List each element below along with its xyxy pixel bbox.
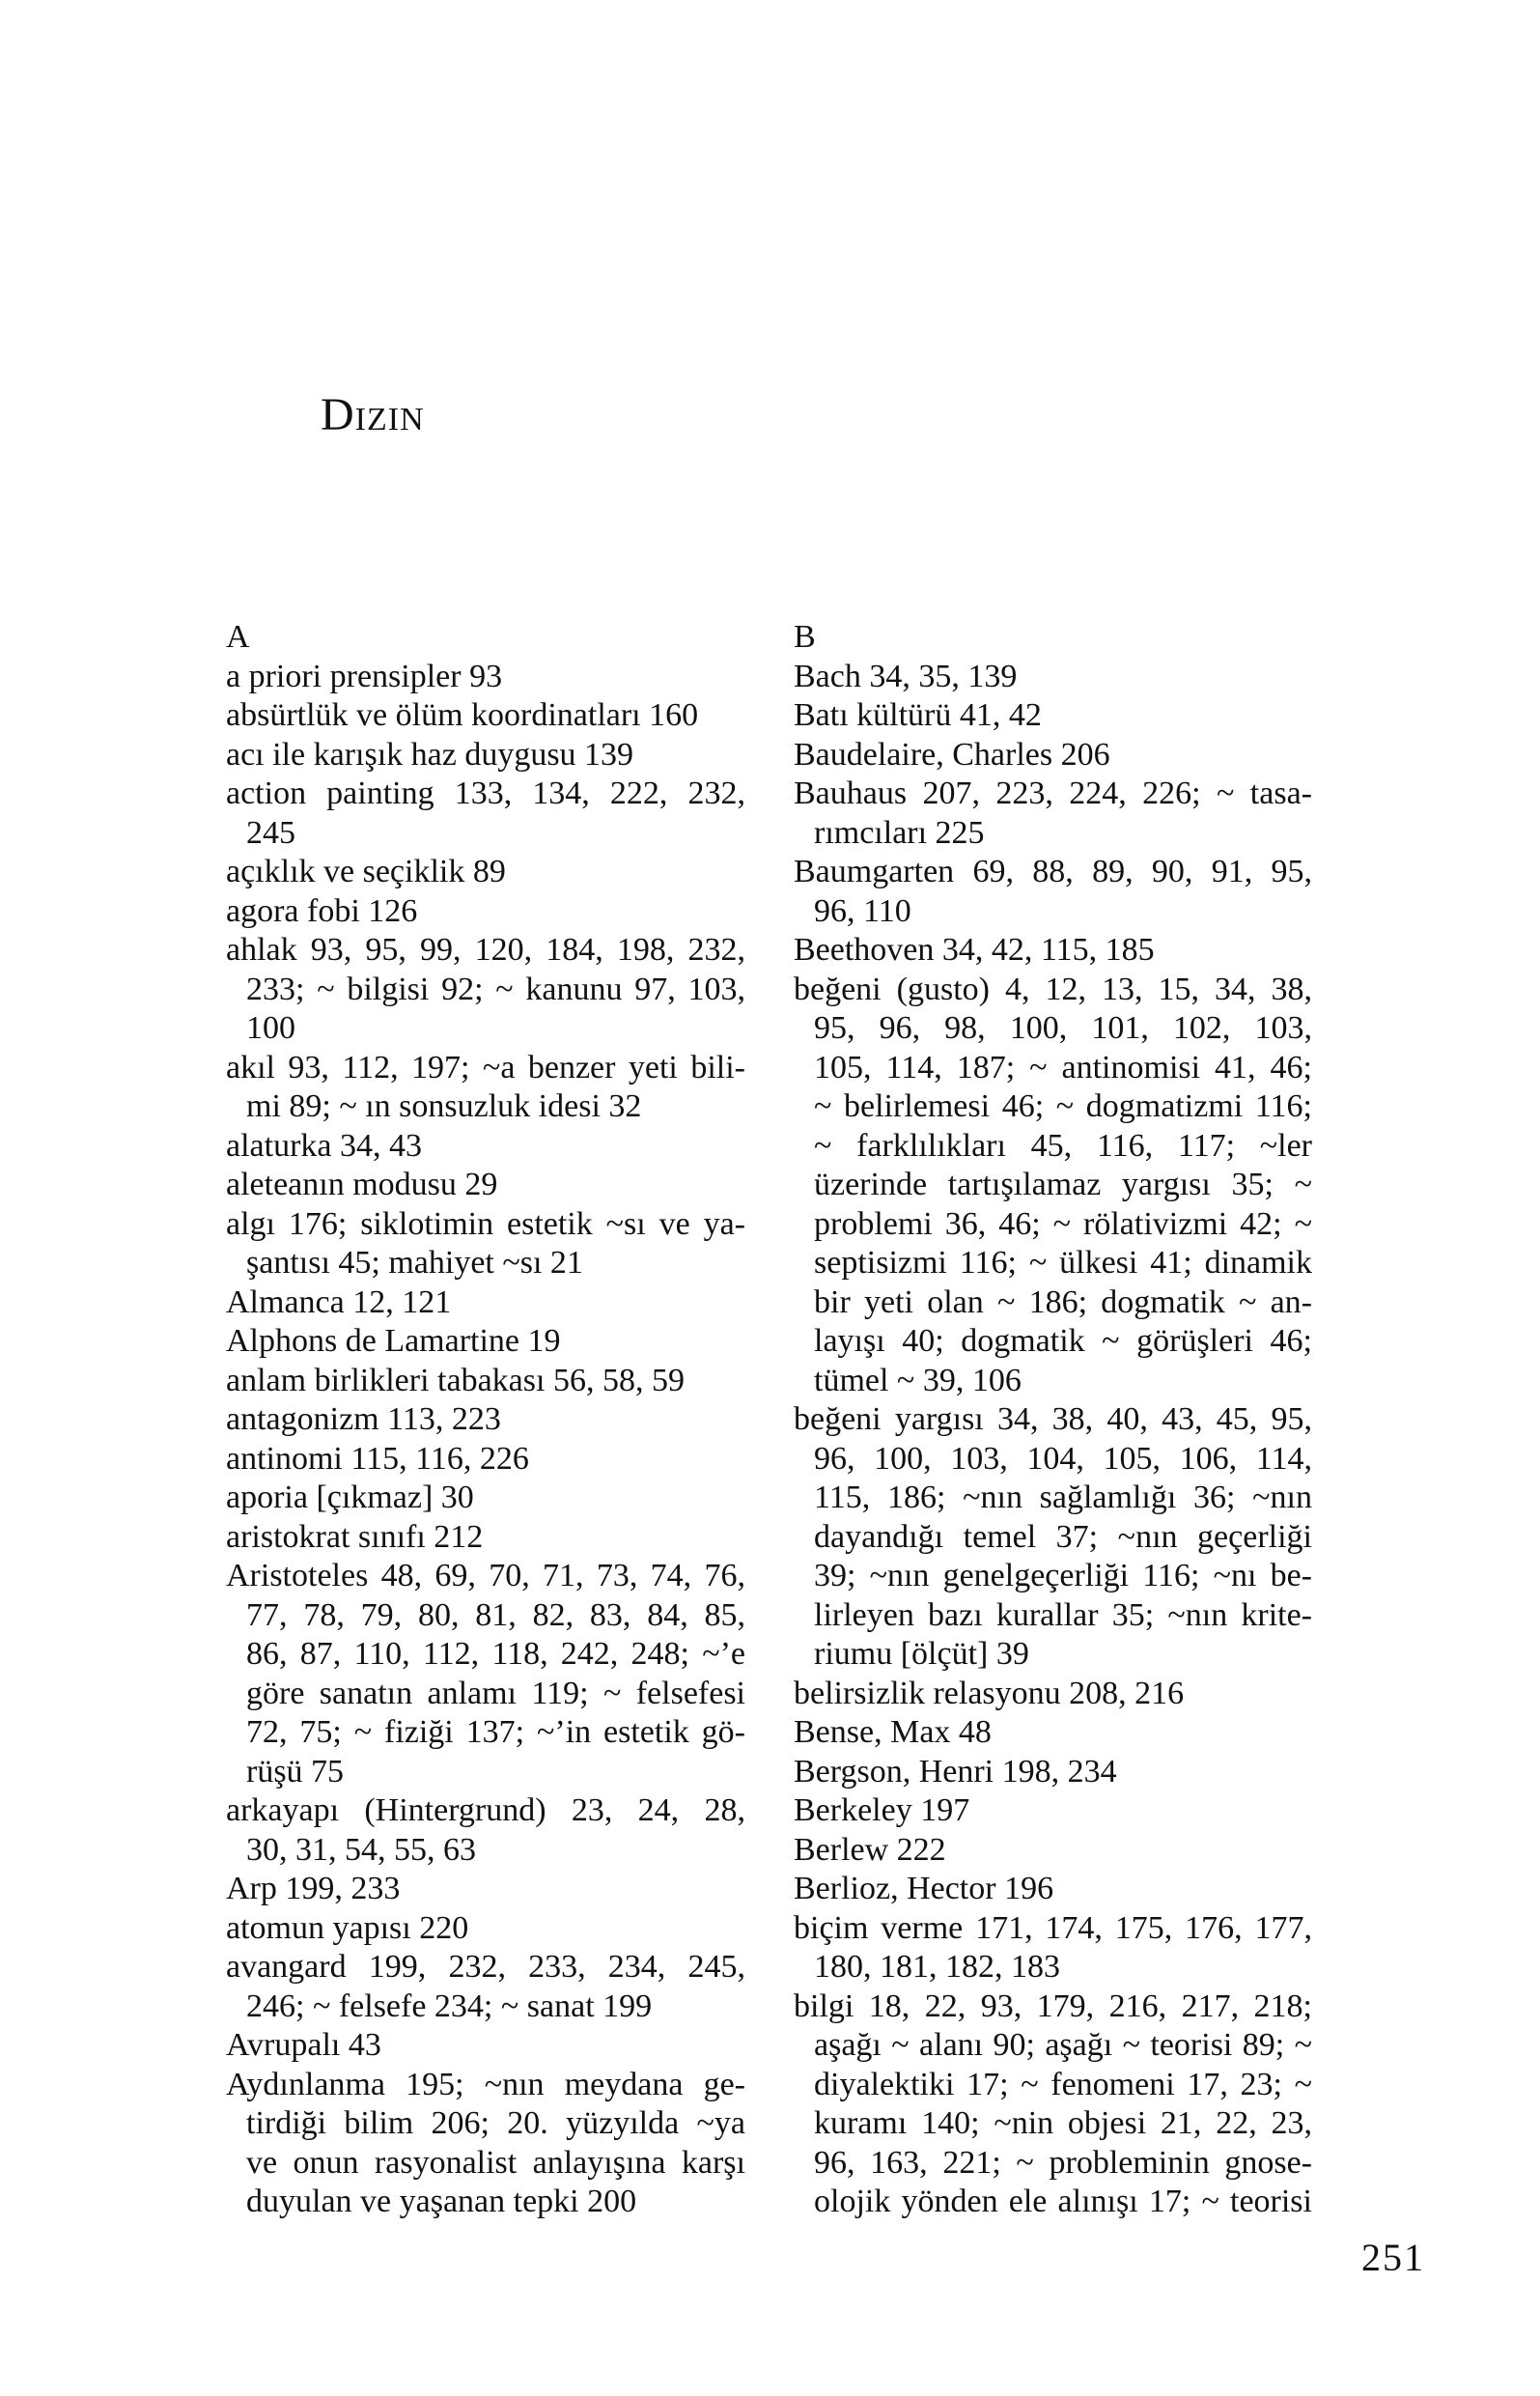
entry-continuation-line: 95, 96, 98, 100, 101, 102, 103, xyxy=(814,1010,1312,1046)
index-entry xyxy=(794,1400,1312,1675)
entry-term-line: alaturka 34, 43 xyxy=(226,1127,422,1164)
index-entry xyxy=(794,1753,1312,1792)
index-entry xyxy=(794,1791,1312,1831)
entry-term-line: Avrupalı 43 xyxy=(226,2027,381,2063)
index-entry xyxy=(226,2026,745,2066)
entry-term-line: Aristoteles 48, 69, 70, 71, 73, 74, 76, xyxy=(226,1558,745,1593)
entry-continuation-line: layışı 40; dogmatik ~ görüşleri 46; xyxy=(814,1323,1312,1359)
entry-term-line: avangard 199, 232, 233, 234, 245, xyxy=(226,1949,745,1985)
entry-term-line: action painting 133, 134, 222, 232, xyxy=(226,775,745,811)
entry-term-line: beğeni yargısı 34, 38, 40, 43, 45, 95, xyxy=(794,1401,1312,1437)
index-entry xyxy=(794,775,1312,853)
index-entry xyxy=(226,1205,745,1283)
entry-continuation-line: 86, 87, 110, 112, 118, 242, 248; ~’e xyxy=(246,1636,745,1672)
index-entry xyxy=(226,1322,745,1362)
entry-term-line: absürtlük ve ölüm koordinatları 160 xyxy=(226,697,699,733)
index-entry xyxy=(226,775,745,853)
entry-term-line: biçim verme 171, 174, 175, 176, 177, xyxy=(794,1909,1312,1946)
entry-continuation-line: dayandığı temel 37; ~nın geçerliği xyxy=(814,1518,1312,1555)
entry-continuation-line: mi 89; ~ ın sonsuzluk idesi 32 xyxy=(246,1088,642,1124)
entry-term-line: algı 176; siklotimin estetik ~sı ve ya- xyxy=(226,1205,745,1242)
entry-continuation-line: 105, 114, 187; ~ antinomisi 41, 46; xyxy=(814,1049,1312,1085)
entry-term-line: Almanca 12, 121 xyxy=(226,1283,452,1320)
index-entry xyxy=(226,1362,745,1401)
entry-term-line: Aydınlanma 195; ~nın meydana ge- xyxy=(226,2066,745,2102)
entry-term-line: belirsizlik relasyonu 208, 216 xyxy=(794,1675,1185,1711)
index-entry xyxy=(794,931,1312,971)
entry-continuation-line: ve onun rasyonalist anlayışına karşı xyxy=(246,2144,745,2181)
entry-term-line: Alphons de Lamartine 19 xyxy=(226,1323,561,1359)
entry-continuation-line: lirleyen bazı kurallar 35; ~nın krite- xyxy=(814,1596,1312,1633)
index-entry xyxy=(794,1675,1312,1714)
entry-continuation-line: 96, 100, 103, 104, 105, 106, 114, xyxy=(814,1440,1312,1477)
entry-continuation-line: ~ farklılıkları 45, 116, 117; ~ler xyxy=(814,1127,1312,1164)
entry-continuation-line: 39; ~nın genelgeçerliği 116; ~nı be- xyxy=(814,1558,1312,1593)
entry-continuation-line: diyalektiki 17; ~ fenomeni 17, 23; ~ xyxy=(814,2066,1312,2102)
index-entry xyxy=(226,1049,745,1127)
index-column-b xyxy=(794,618,1312,2222)
entry-term-line: bilgi 18, 22, 93, 179, 216, 217, 218; xyxy=(794,1987,1312,2024)
entry-term-line: Arp 199, 233 xyxy=(226,1871,401,1906)
entry-term-line: Bauhaus 207, 223, 224, 226; ~ tasa- xyxy=(794,775,1312,811)
entry-continuation-line: riumu [ölçüt] 39 xyxy=(814,1636,1029,1672)
entry-continuation-line: 246; ~ felsefe 234; ~ sanat 199 xyxy=(246,1987,653,2024)
index-entry xyxy=(794,1987,1312,2222)
index-entry xyxy=(226,1909,745,1949)
entry-term-line: Berlioz, Hector 196 xyxy=(794,1871,1054,1906)
page-number: 251 xyxy=(1361,2236,1425,2279)
entry-term-line: Bach 34, 35, 139 xyxy=(794,658,1018,694)
index-entry xyxy=(226,1518,745,1558)
index-entry xyxy=(226,1283,745,1323)
entry-continuation-line: tirdiği bilim 206; 20. yüzyılda ~ya xyxy=(246,2105,745,2141)
index-column-a xyxy=(226,618,745,2222)
index-entry xyxy=(226,658,745,697)
entry-list xyxy=(794,658,1312,2222)
entry-continuation-line: problemi 36, 46; ~ rölativizmi 42; ~ xyxy=(814,1205,1312,1242)
entry-list xyxy=(226,658,745,2222)
entry-term-line: Batı kültürü 41, 42 xyxy=(794,697,1042,733)
index-entry xyxy=(226,1166,745,1205)
entry-term-line: acı ile karışık haz duygusu 139 xyxy=(226,736,634,773)
entry-continuation-line: 245 xyxy=(246,814,295,851)
entry-term-line: ahlak 93, 95, 99, 120, 184, 198, 232, xyxy=(226,932,745,968)
index-entry xyxy=(226,696,745,736)
entry-continuation-line: kuramı 140; ~nin objesi 21, 22, 23, xyxy=(814,2105,1312,2141)
entry-term-line: atomun yapısı 220 xyxy=(226,1909,469,1946)
index-entry xyxy=(226,892,745,932)
index-entry xyxy=(226,736,745,775)
entry-term-line: akıl 93, 112, 197; ~a benzer yeti bili- xyxy=(226,1049,745,1085)
entry-continuation-line: ~ belirlemesi 46; ~ dogmatizmi 116; xyxy=(814,1088,1312,1124)
index-entry xyxy=(226,2066,745,2222)
entry-continuation-line: 96, 110 xyxy=(814,892,911,929)
index-title: Dizin xyxy=(321,389,425,440)
entry-continuation-line: 96, 163, 221; ~ probleminin gnose- xyxy=(814,2144,1312,2181)
section-letter: B xyxy=(794,619,816,655)
index-entry xyxy=(794,1831,1312,1871)
index-entry xyxy=(794,1870,1312,1909)
entry-term-line: antinomi 115, 116, 226 xyxy=(226,1440,529,1477)
entry-term-line: agora fobi 126 xyxy=(226,892,418,929)
entry-term-line: Baumgarten 69, 88, 89, 90, 91, 95, xyxy=(794,854,1312,889)
index-entry xyxy=(226,1440,745,1480)
entry-term-line: Berlew 222 xyxy=(794,1831,946,1868)
entry-continuation-line: bir yeti olan ~ 186; dogmatik ~ an- xyxy=(814,1283,1312,1320)
entry-continuation-line: üzerinde tartışılamaz yargısı 35; ~ xyxy=(814,1167,1312,1202)
entry-term-line: Beethoven 34, 42, 115, 185 xyxy=(794,932,1155,968)
entry-continuation-line: 115, 186; ~nın sağlamlığı 36; ~nın xyxy=(814,1480,1312,1515)
index-entry xyxy=(226,1127,745,1167)
entry-term-line: Berkeley 197 xyxy=(794,1792,970,1828)
entry-continuation-line: göre sanatın anlamı 119; ~ felsefesi xyxy=(246,1675,745,1711)
index-entry xyxy=(226,1791,745,1870)
entry-continuation-line: 77, 78, 79, 80, 81, 82, 83, 84, 85, xyxy=(246,1596,745,1633)
entry-term-line: Bergson, Henri 198, 234 xyxy=(794,1753,1117,1790)
index-entry xyxy=(226,1400,745,1440)
entry-term-line: a priori prensipler 93 xyxy=(226,658,503,694)
index-entry xyxy=(794,696,1312,736)
index-entry xyxy=(794,1713,1312,1753)
entry-term-line: beğeni (gusto) 4, 12, 13, 15, 34, 38, xyxy=(794,971,1312,1007)
entry-continuation-line: aşağı ~ alanı 90; aşağı ~ teorisi 89; ~ xyxy=(814,2027,1312,2063)
entry-term-line: arkayapı (Hintergrund) 23, 24, 28, xyxy=(226,1792,745,1828)
entry-term-line: Baudelaire, Charles 206 xyxy=(794,736,1110,773)
index-entry xyxy=(794,1909,1312,1987)
entry-continuation-line: rımcıları 225 xyxy=(814,814,985,851)
entry-term-line: aporia [çıkmaz] 30 xyxy=(226,1480,474,1515)
entry-continuation-line: şantısı 45; mahiyet ~sı 21 xyxy=(246,1245,583,1281)
entry-continuation-line: 30, 31, 54, 55, 63 xyxy=(246,1831,476,1868)
section-letter: A xyxy=(226,619,250,655)
index-entry xyxy=(794,736,1312,775)
entry-term-line: açıklık ve seçiklik 89 xyxy=(226,854,506,889)
entry-term-line: aleteanın modusu 29 xyxy=(226,1167,498,1202)
entry-continuation-line: 233; ~ bilgisi 92; ~ kanunu 97, 103, xyxy=(246,971,745,1007)
entry-continuation-line: olojik yönden ele alınışı 17; ~ teorisi xyxy=(814,2184,1312,2219)
entry-continuation-line: 72, 75; ~ fiziği 137; ~’in estetik gö- xyxy=(246,1714,745,1750)
index-entry xyxy=(794,853,1312,931)
entry-term-line: Bense, Max 48 xyxy=(794,1714,992,1750)
entry-term-line: antagonizm 113, 223 xyxy=(226,1401,501,1437)
entry-continuation-line: rüşü 75 xyxy=(246,1753,345,1790)
index-entry xyxy=(794,971,1312,1401)
index-entry xyxy=(226,931,745,1049)
entry-term-line: aristokrat sınıfı 212 xyxy=(226,1518,484,1555)
entry-continuation-line: 100 xyxy=(246,1010,295,1046)
entry-continuation-line: 180, 181, 182, 183 xyxy=(814,1949,1060,1985)
index-entry xyxy=(794,658,1312,697)
entry-continuation-line: tümel ~ 39, 106 xyxy=(814,1362,1022,1398)
index-entry xyxy=(226,1948,745,2026)
entry-continuation-line: duyulan ve yaşanan tepki 200 xyxy=(246,2184,637,2219)
index-entry xyxy=(226,853,745,892)
index-entry xyxy=(226,1479,745,1518)
entry-continuation-line: septisizmi 116; ~ ülkesi 41; dinamik xyxy=(814,1245,1312,1281)
index-entry xyxy=(226,1557,745,1791)
entry-term-line: anlam birlikleri tabakası 56, 58, 59 xyxy=(226,1362,685,1398)
index-entry xyxy=(226,1870,745,1909)
